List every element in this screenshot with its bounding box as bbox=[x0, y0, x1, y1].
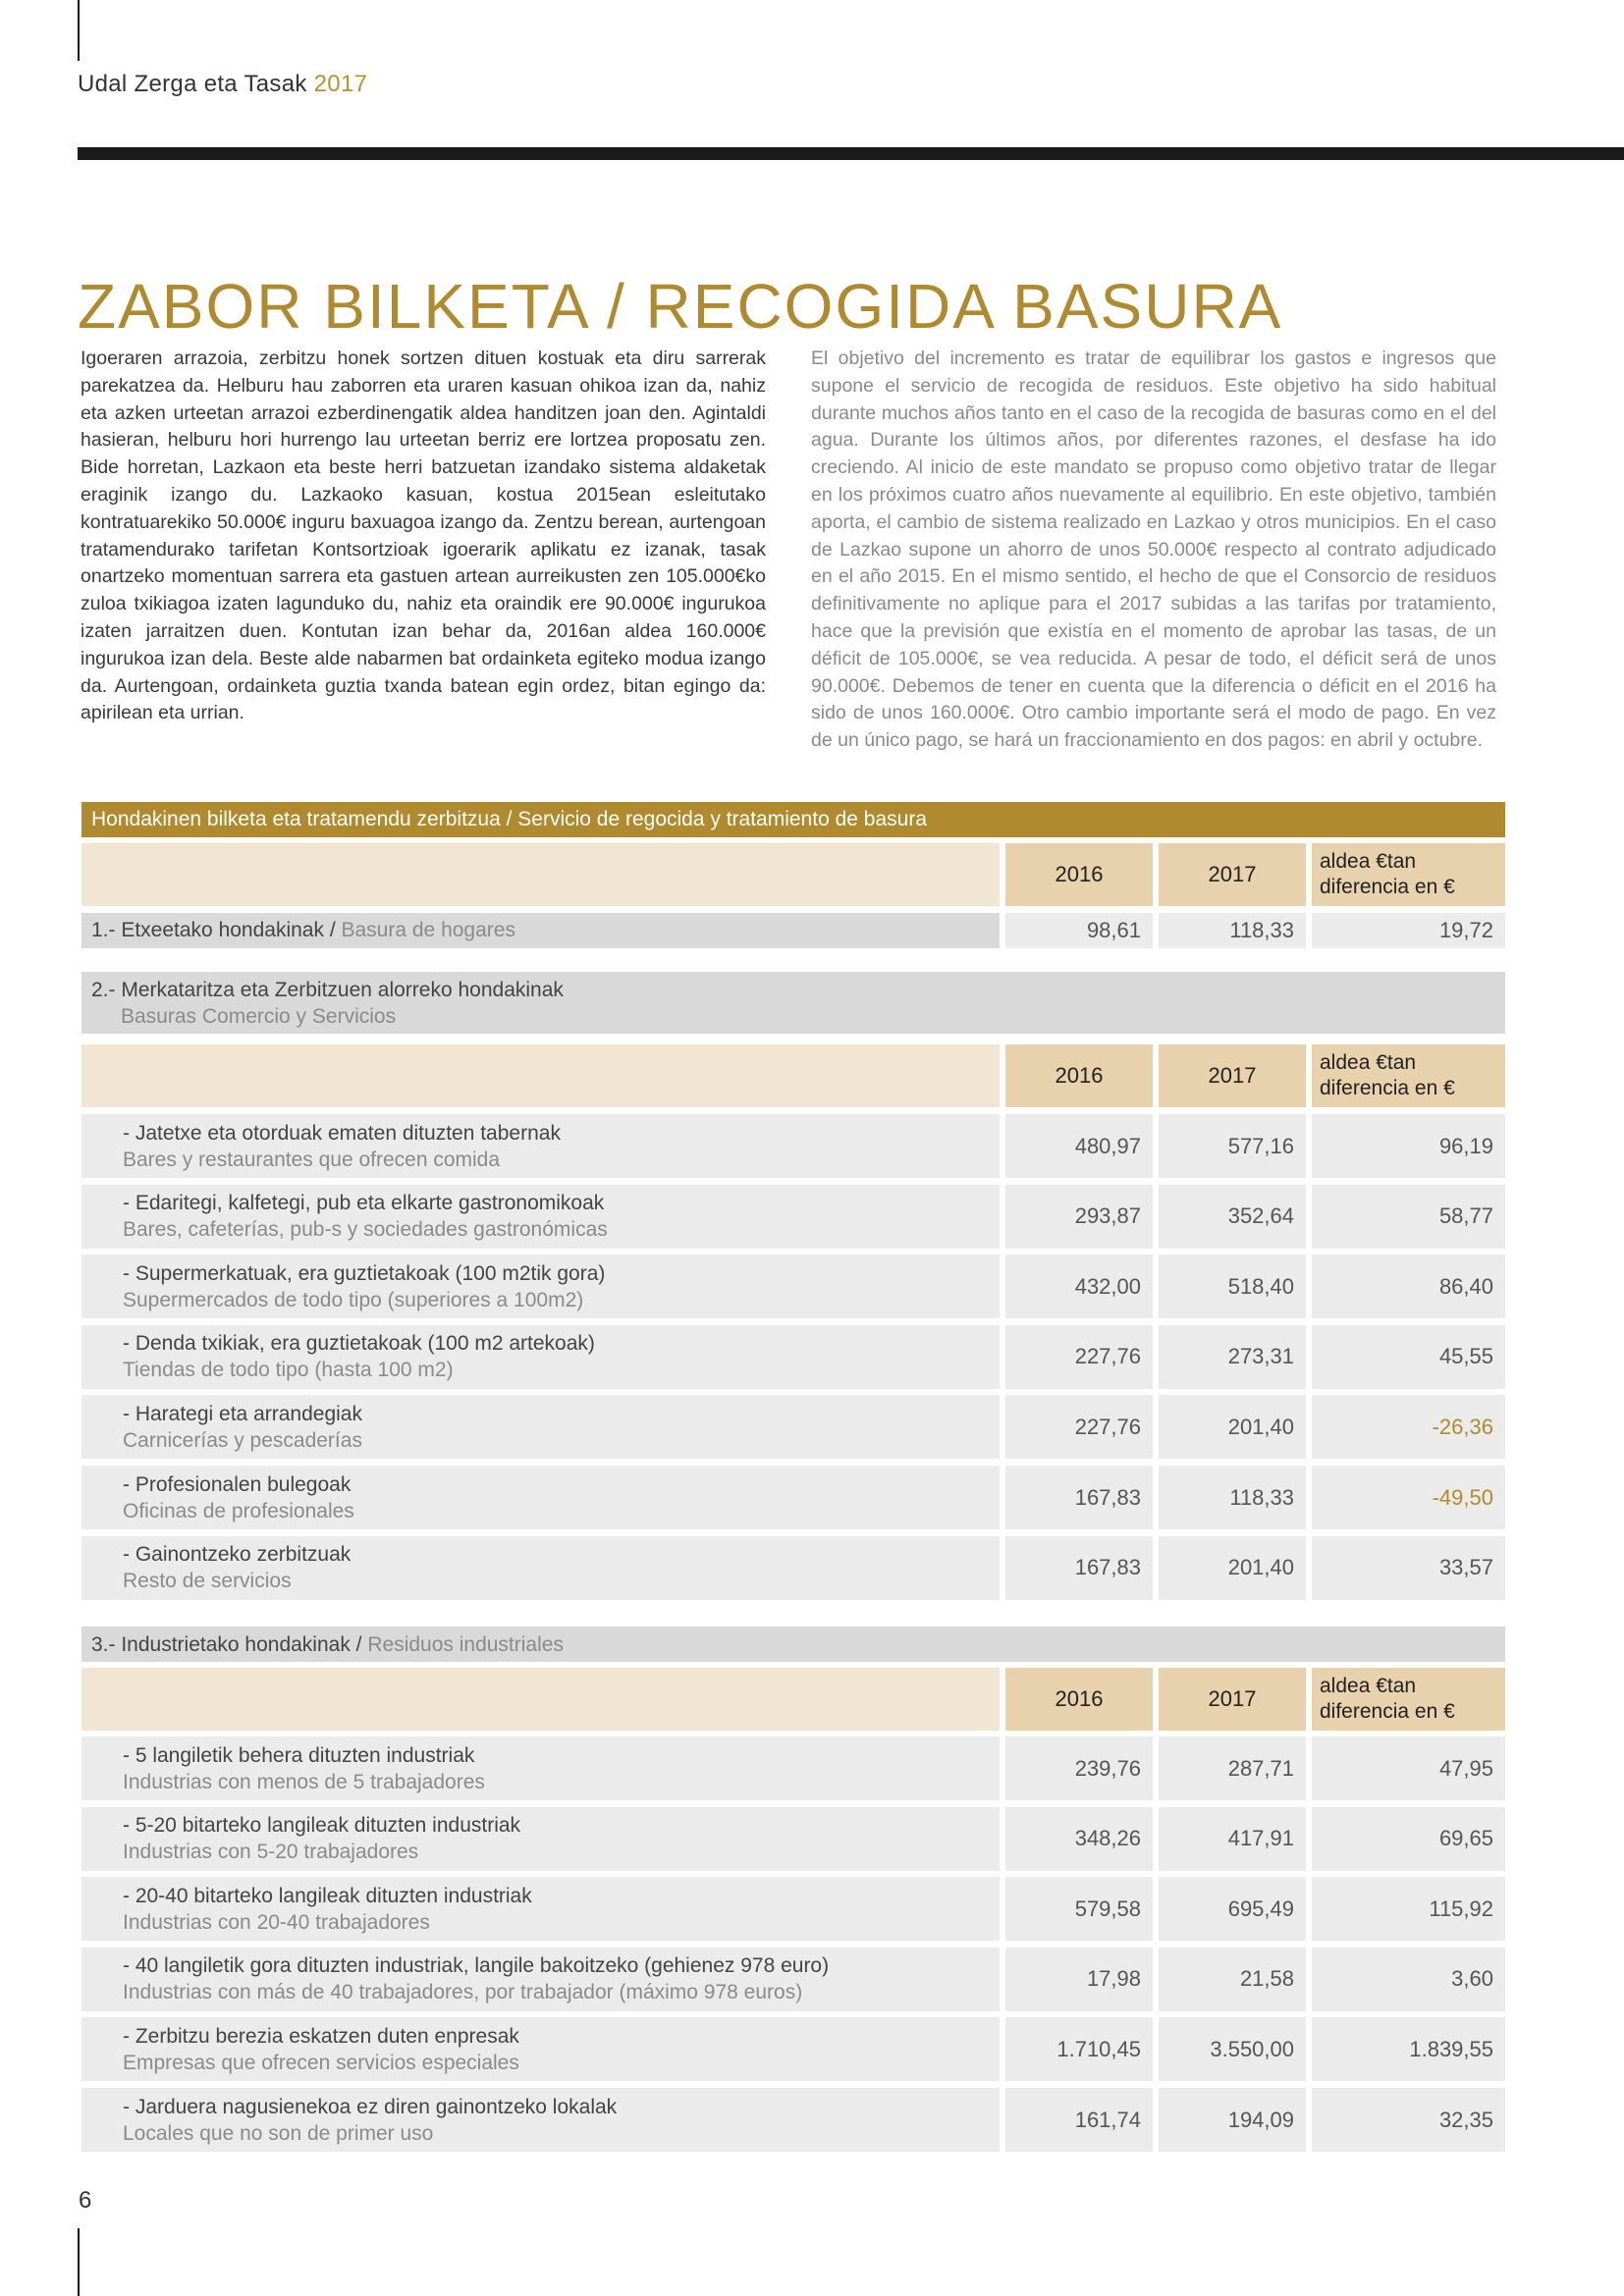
header-2016: 2016 bbox=[1005, 843, 1153, 906]
row-label bbox=[81, 2017, 1000, 2081]
page-title: ZABOR BILKETA / RECOGIDA BASURA bbox=[78, 270, 1283, 342]
row-label bbox=[81, 913, 1000, 948]
row-label-es: Industrias con menos de 5 trabajadores bbox=[123, 1770, 485, 1793]
value-2017: 287,71 bbox=[1159, 1736, 1306, 1800]
value-diff: 69,65 bbox=[1312, 1807, 1505, 1871]
value-diff: 45,55 bbox=[1312, 1325, 1505, 1389]
row-label bbox=[81, 1325, 1000, 1389]
row-label-eu: - Supermerkatuak, era guztietakoak (100 m2tik gora) bbox=[123, 1261, 606, 1285]
header-year: 2017 bbox=[313, 71, 368, 97]
header-blank bbox=[81, 843, 1000, 906]
row-label-es: Industrias con 5-20 trabajadores bbox=[123, 1841, 419, 1864]
row-label-eu: - 5 langiletik behera dituzten industriak bbox=[123, 1743, 475, 1767]
table-header-row bbox=[81, 1044, 1505, 1107]
row-label-eu: - 20-40 bitarteko langileak dituzten industriak bbox=[123, 1884, 532, 1907]
table-row bbox=[81, 913, 1505, 948]
row-label-es: Basura de hogares bbox=[341, 919, 515, 941]
row-label-es: Tiendas de todo tipo (hasta 100 m2) bbox=[123, 1359, 454, 1382]
value-2017: 518,40 bbox=[1159, 1255, 1306, 1318]
value-diff: 3,60 bbox=[1312, 1948, 1505, 2011]
row-label bbox=[81, 1948, 1000, 2011]
row-label-eu: - Zerbitzu berezia eskatzen duten enpresak bbox=[123, 2024, 519, 2048]
header-2016: 2016 bbox=[1005, 1044, 1153, 1107]
section-3-heading bbox=[81, 1627, 1505, 1662]
header-diff bbox=[1312, 1668, 1505, 1731]
value-2017: 577,16 bbox=[1159, 1114, 1306, 1178]
row-label bbox=[81, 1877, 1000, 1941]
value-2017: 118,33 bbox=[1159, 913, 1306, 948]
value-2016: 293,87 bbox=[1005, 1185, 1153, 1249]
value-2016: 348,26 bbox=[1005, 1807, 1153, 1871]
header-bar bbox=[78, 147, 1624, 160]
row-label-es: Locales que no son de primer uso bbox=[123, 2121, 434, 2145]
table-row bbox=[81, 2088, 1505, 2152]
value-2017: 201,40 bbox=[1159, 1395, 1306, 1459]
value-2017: 21,58 bbox=[1159, 1948, 1306, 2011]
value-2016: 1.710,45 bbox=[1005, 2017, 1153, 2081]
header-diff-es: diferencia en € bbox=[1320, 1077, 1455, 1099]
row-label-eu: - Jarduera nagusienekoa ez diren gainontzeko lokalak bbox=[123, 2095, 618, 2118]
section-2-heading bbox=[81, 972, 1505, 1034]
table-row bbox=[81, 1466, 1505, 1529]
running-header bbox=[78, 71, 367, 98]
intro-spanish: El objetivo del incremento es tratar de equilibrar los gastos e ingresos que supone el servicio de recogida de residuos. Este objetivo ha sido habitual durante muchos años tanto en el caso de la recogida de basuras como en el del agua. Durante los últimos años, por diferentes razones, el desfase ha ido creciendo. Al inicio de este mandato se propuso como objetivo tratar de llegar en los próximos cuatro años nuevamente al equilibrio. En este objetivo, también aporta, el cambio de sistema realizado en Lazkao y otros municipios. En el caso de Lazkao supone un ahorro de unos 50.000€ respecto al contrato adjudicado en el año 2015. En el mismo sentido, el hecho de que el Consorcio de residuos definitivamente no aplique para el 2017 subidas a las tarifas por tratamiento, hace que la previsión que existía en el momento de aprobar las tasas, de un déficit de 105.000€, se vea reducida. A pesar de todo, el déficit será de unos 90.000€. Debemos de tener en cuenta que la diferencia o déficit en el 2016 ha sido de unos 160.000€. Otro cambio importante será el modo de pago. En vez de un único pago, se hará un fraccionamiento en dos pagos: en abril y octubre. bbox=[811, 347, 1496, 752]
table-banner: Hondakinen bilketa eta tratamendu zerbitzua / Servicio de regocida y tratamiento de basura bbox=[81, 802, 1505, 837]
header-2016: 2016 bbox=[1005, 1668, 1153, 1731]
table-row bbox=[81, 1807, 1505, 1871]
value-2016: 227,76 bbox=[1005, 1395, 1153, 1459]
row-label-eu: - Gainontzeko zerbitzuak bbox=[123, 1543, 352, 1567]
header-blank bbox=[81, 1668, 1000, 1731]
value-2016: 167,83 bbox=[1005, 1536, 1153, 1600]
table-row bbox=[81, 1877, 1505, 1941]
header-diff-eu: aldea €tan bbox=[1320, 1051, 1417, 1074]
row-label bbox=[81, 1185, 1000, 1249]
value-2016: 480,97 bbox=[1005, 1114, 1153, 1178]
header-title: Udal Zerga eta Tasak bbox=[78, 71, 307, 97]
header-diff-eu: aldea €tan bbox=[1320, 1675, 1417, 1697]
row-label-es: Resto de servicios bbox=[123, 1570, 292, 1593]
row-label-eu: - Harategi eta arrandegiak bbox=[123, 1402, 362, 1425]
value-diff: 58,77 bbox=[1312, 1185, 1505, 1249]
value-2016: 167,83 bbox=[1005, 1466, 1153, 1529]
row-label bbox=[81, 1114, 1000, 1178]
table-row bbox=[81, 1185, 1505, 1249]
value-2017: 118,33 bbox=[1159, 1466, 1306, 1529]
value-2017: 3.550,00 bbox=[1159, 2017, 1306, 2081]
value-diff: 47,95 bbox=[1312, 1736, 1505, 1800]
header-blank bbox=[81, 1044, 1000, 1107]
value-diff: 32,35 bbox=[1312, 2088, 1505, 2152]
table-header-row bbox=[81, 1668, 1505, 1731]
section-heading bbox=[81, 1627, 1505, 1662]
table-row bbox=[81, 1114, 1505, 1178]
header-2017: 2017 bbox=[1159, 1044, 1306, 1107]
value-2016: 432,00 bbox=[1005, 1255, 1153, 1318]
page-number: 6 bbox=[79, 2187, 92, 2214]
value-diff: 33,57 bbox=[1312, 1536, 1505, 1600]
row-label bbox=[81, 1395, 1000, 1459]
intro-basque: Igoeraren arrazoia, zerbitzu honek sortzen dituen kostuak eta diru sarrerak parekatzea da. Helburu hau zaborren eta uraren kasuan ohikoa izan da, nahiz eta azken urteetan arrazoi ezberdinengatik aldea handitzen joan den. Agintaldi hasieran, helburu hori hurrengo lau urteetan berriz ere lortzea proposatu zen. Bide horretan, Lazkaon eta beste herri batzuetan izandako sistema aldaketak eraginik izango du. Lazkaoko kasuan, kostua 2015ean esleitutako kontratuarekiko 50.000€ inguru baxuagoa izango da. Zentzu berean, aurtengoan tratamendurako tarifetan Kontsortzioak igoerarik aplikatu ez izanak, tasak onartzeko momentuan sarrera eta gastuen artean aurreikusten zen 105.000€ko zuloa txikiagoa izaten lagunduko du, nahiz eta oraindik ere 90.000€ ingurukoa izaten jarraitzen duen. Kontutan izan behar da, 2016an aldea 160.000€ ingurukoa izan dela. Beste alde nabarmen bat ordainketa egiteko modua izango da. Aurtengoan, ordainketa guztia txanda batean egin ordez, bitan egingo da: apirilean eta urrian. bbox=[81, 347, 766, 724]
row-label bbox=[81, 1255, 1000, 1318]
row-label-es: Bares, cafeterías, pub-s y sociedades gastronómicas bbox=[123, 1218, 608, 1242]
row-label bbox=[81, 1736, 1000, 1800]
section-3-eu: 3.- Industrietako hondakinak / bbox=[91, 1632, 368, 1656]
header-2017: 2017 bbox=[1159, 843, 1306, 906]
table-row bbox=[81, 1255, 1505, 1318]
value-2017: 695,49 bbox=[1159, 1877, 1306, 1941]
value-2016: 579,58 bbox=[1005, 1877, 1153, 1941]
table-row bbox=[81, 1536, 1505, 1600]
value-2016: 239,76 bbox=[1005, 1736, 1153, 1800]
value-2016: 161,74 bbox=[1005, 2088, 1153, 2152]
table-header-row bbox=[81, 843, 1505, 906]
section-3-es: Residuos industriales bbox=[367, 1632, 564, 1656]
header-diff-es: diferencia en € bbox=[1320, 1700, 1455, 1723]
row-label bbox=[81, 1466, 1000, 1529]
table-row bbox=[81, 1395, 1505, 1459]
fees-table bbox=[81, 802, 1505, 2162]
header-diff-eu: aldea €tan bbox=[1320, 850, 1417, 873]
value-diff: -26,36 bbox=[1312, 1395, 1505, 1459]
value-2016: 227,76 bbox=[1005, 1325, 1153, 1389]
value-diff: 115,92 bbox=[1312, 1877, 1505, 1941]
table-row bbox=[81, 1948, 1505, 2011]
row-label-es: Carnicerías y pescaderías bbox=[123, 1428, 362, 1452]
value-2017: 352,64 bbox=[1159, 1185, 1306, 1249]
header-diff bbox=[1312, 1044, 1505, 1107]
value-diff: -49,50 bbox=[1312, 1466, 1505, 1529]
value-2017: 417,91 bbox=[1159, 1807, 1306, 1871]
section-heading bbox=[81, 972, 1505, 1034]
row-label bbox=[81, 1536, 1000, 1600]
value-2016: 17,98 bbox=[1005, 1948, 1153, 2011]
header-diff-es: diferencia en € bbox=[1320, 876, 1455, 898]
value-2017: 201,40 bbox=[1159, 1536, 1306, 1600]
row-label-es: Empresas que ofrecen servicios especiales bbox=[123, 2051, 519, 2074]
value-diff: 86,40 bbox=[1312, 1255, 1505, 1318]
top-vertical-rule bbox=[78, 0, 80, 61]
value-diff: 19,72 bbox=[1312, 913, 1505, 948]
row-label-eu: - 40 langiletik gora dituzten industriak, langile bakoitzeko (gehienez 978 euro) bbox=[123, 1954, 830, 1978]
row-label-es: Bares y restaurantes que ofrecen comida bbox=[123, 1148, 501, 1171]
table-row bbox=[81, 1736, 1505, 1800]
value-diff: 1.839,55 bbox=[1312, 2017, 1505, 2081]
row-label-es: Industrias con 20-40 trabajadores bbox=[123, 1910, 430, 1934]
row-label bbox=[81, 1807, 1000, 1871]
row-label bbox=[81, 2088, 1000, 2152]
value-2017: 273,31 bbox=[1159, 1325, 1306, 1389]
section-2-es: Basuras Comercio y Servicios bbox=[121, 1004, 397, 1028]
header-diff bbox=[1312, 843, 1505, 906]
row-label-eu: - Jatetxe eta otorduak ematen dituzten tabernak bbox=[123, 1121, 561, 1145]
row-label-es: Supermercados de todo tipo (superiores a 100m2) bbox=[123, 1288, 584, 1311]
row-label-eu: - 5-20 bitarteko langileak dituzten industriak bbox=[123, 1814, 521, 1838]
value-2017: 194,09 bbox=[1159, 2088, 1306, 2152]
row-label-eu: - Profesionalen bulegoak bbox=[123, 1472, 352, 1496]
section-2-eu: 2.- Merkataritza eta Zerbitzuen alorreko hondakinak bbox=[91, 978, 564, 1001]
row-label-es: Oficinas de profesionales bbox=[123, 1499, 354, 1522]
row-label-eu: - Edaritegi, kalfetegi, pub eta elkarte gastronomikoak bbox=[123, 1192, 605, 1215]
value-2016: 98,61 bbox=[1005, 913, 1153, 948]
bottom-vertical-rule bbox=[78, 2228, 80, 2296]
row-label-es: Industrias con más de 40 trabajadores, por trabajador (máximo 978 euros) bbox=[123, 1981, 803, 2004]
value-diff: 96,19 bbox=[1312, 1114, 1505, 1178]
row-label-eu: 1.- Etxeetako hondakinak / bbox=[91, 919, 342, 941]
table-row bbox=[81, 1325, 1505, 1389]
row-label-eu: - Denda txikiak, era guztietakoak (100 m2 artekoak) bbox=[123, 1332, 595, 1356]
table-row bbox=[81, 2017, 1505, 2081]
header-2017: 2017 bbox=[1159, 1668, 1306, 1731]
